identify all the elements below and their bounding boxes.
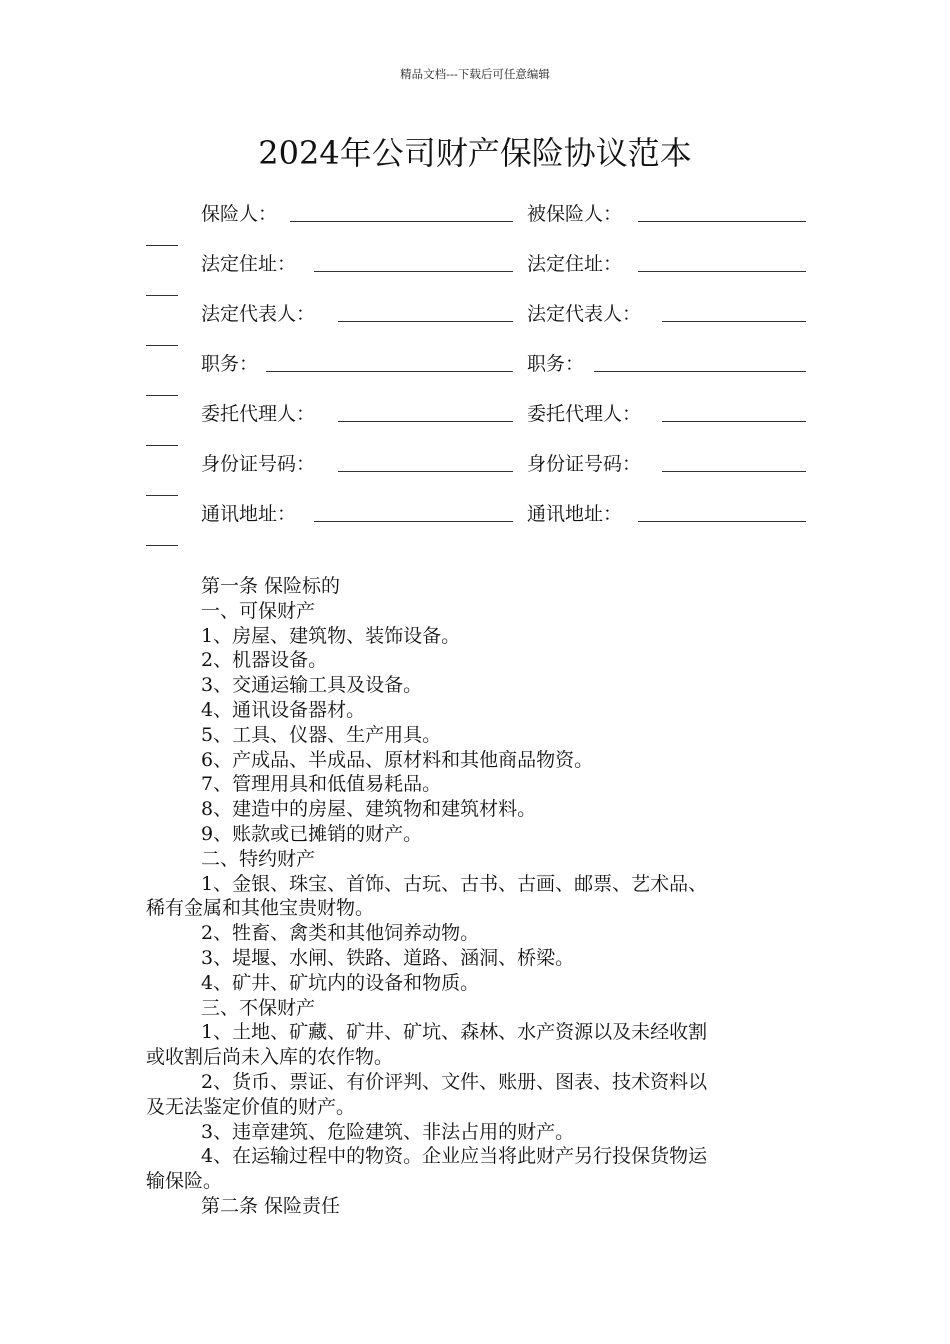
section-heading: 一、可保财产 [201, 599, 316, 622]
list-item: 8、建造中的房屋、建筑物和建筑材料。 [201, 798, 537, 821]
list-item-continuation: 及无法鉴定价值的财产。 [146, 1095, 356, 1118]
list-item-continuation: 稀有金属和其他宝贵财物。 [146, 897, 375, 920]
list-item: 5、工具、仪器、生产用具。 [201, 723, 442, 746]
list-item: 1、房屋、建筑物、装饰设备。 [201, 624, 461, 647]
party-row-id-number [0, 449, 950, 499]
party-right-label: 委托代理人： [527, 403, 642, 425]
fill-line-right[interactable] [638, 521, 806, 522]
article-heading: 第二条 保险责任 [201, 1195, 341, 1217]
list-item: 3、违章建筑、危险建筑、非法占用的财产。 [201, 1120, 575, 1143]
fill-line-left[interactable] [338, 421, 513, 422]
list-item-continuation: 输保险。 [146, 1170, 223, 1193]
party-right-label: 身份证号码： [527, 453, 642, 475]
fill-line-right[interactable] [638, 271, 806, 272]
fill-line-right[interactable] [594, 371, 806, 372]
list-item: 4、矿井、矿坑内的设备和物质。 [201, 971, 480, 994]
party-right-label: 职务： [527, 353, 585, 375]
fill-line-tail [146, 445, 178, 446]
party-right-label: 通讯地址： [527, 503, 623, 525]
party-right-label: 法定代表人： [527, 303, 642, 325]
document-title: 2024年公司财产保险协议范本 [258, 134, 692, 172]
list-item: 2、机器设备。 [201, 649, 328, 672]
list-item: 2、货币、票证、有价评判、文件、账册、图表、技术资料以 [201, 1071, 708, 1093]
party-left-label: 法定代表人： [201, 303, 316, 325]
list-item: 1、金银、珠宝、首饰、古玩、古书、古画、邮票、艺术品、 [201, 872, 708, 895]
fill-line-right[interactable] [662, 321, 806, 322]
party-row-mailing-address [0, 499, 950, 549]
party-row-address [0, 249, 950, 299]
fill-line-left[interactable] [266, 371, 513, 372]
party-left-label: 职务： [201, 353, 259, 375]
list-item: 4、通讯设备器材。 [201, 699, 366, 721]
fill-line-tail [146, 295, 178, 296]
fill-line-left[interactable] [338, 471, 513, 472]
fill-line-left[interactable] [314, 521, 513, 522]
fill-line-left[interactable] [338, 321, 513, 322]
party-left-label: 身份证号码： [201, 453, 316, 475]
fill-line-right[interactable] [638, 221, 806, 222]
fill-line-tail [146, 545, 178, 546]
fill-line-left[interactable] [314, 271, 513, 272]
list-item: 6、产成品、半成品、原材料和其他商品物资。 [201, 748, 594, 771]
list-item: 3、交通运输工具及设备。 [201, 674, 423, 697]
fill-line-tail [146, 395, 178, 396]
fill-line-right[interactable] [662, 421, 806, 422]
party-left-label: 通讯地址： [201, 503, 297, 525]
party-right-label: 被保险人： [527, 203, 623, 225]
list-item: 3、堤堰、水闸、铁路、道路、涵洞、桥梁。 [201, 947, 575, 969]
list-item: 1、土地、矿藏、矿井、矿坑、森林、水产资源以及未经收割 [201, 1021, 708, 1044]
party-left-label: 法定住址： [201, 253, 297, 275]
party-row-legal-rep [0, 299, 950, 349]
party-left-label: 委托代理人： [201, 403, 316, 425]
party-left-label: 保险人： [201, 203, 278, 225]
party-row-insurer [0, 199, 950, 249]
fill-line-tail [146, 245, 178, 246]
list-item: 9、账款或已摊销的财产。 [201, 823, 423, 845]
list-item-continuation: 或收割后尚未入库的农作物。 [146, 1046, 394, 1069]
party-right-label: 法定住址： [527, 253, 623, 275]
party-row-position [0, 349, 950, 399]
article-heading: 第一条 保险标的 [201, 575, 341, 597]
fill-line-tail [146, 345, 178, 346]
list-item: 4、在运输过程中的物资。企业应当将此财产另行投保货物运 [201, 1145, 708, 1168]
fill-line-right[interactable] [662, 471, 806, 472]
party-row-agent [0, 399, 950, 449]
page-header: 精品文档---下载后可任意编辑 [400, 67, 550, 81]
fill-line-left[interactable] [290, 221, 513, 222]
section-heading: 二、特约财产 [201, 847, 316, 870]
list-item: 2、牲畜、禽类和其他饲养动物。 [201, 922, 480, 945]
section-heading: 三、不保财产 [201, 996, 316, 1019]
fill-line-tail [146, 495, 178, 496]
list-item: 7、管理用具和低值易耗品。 [201, 773, 442, 796]
